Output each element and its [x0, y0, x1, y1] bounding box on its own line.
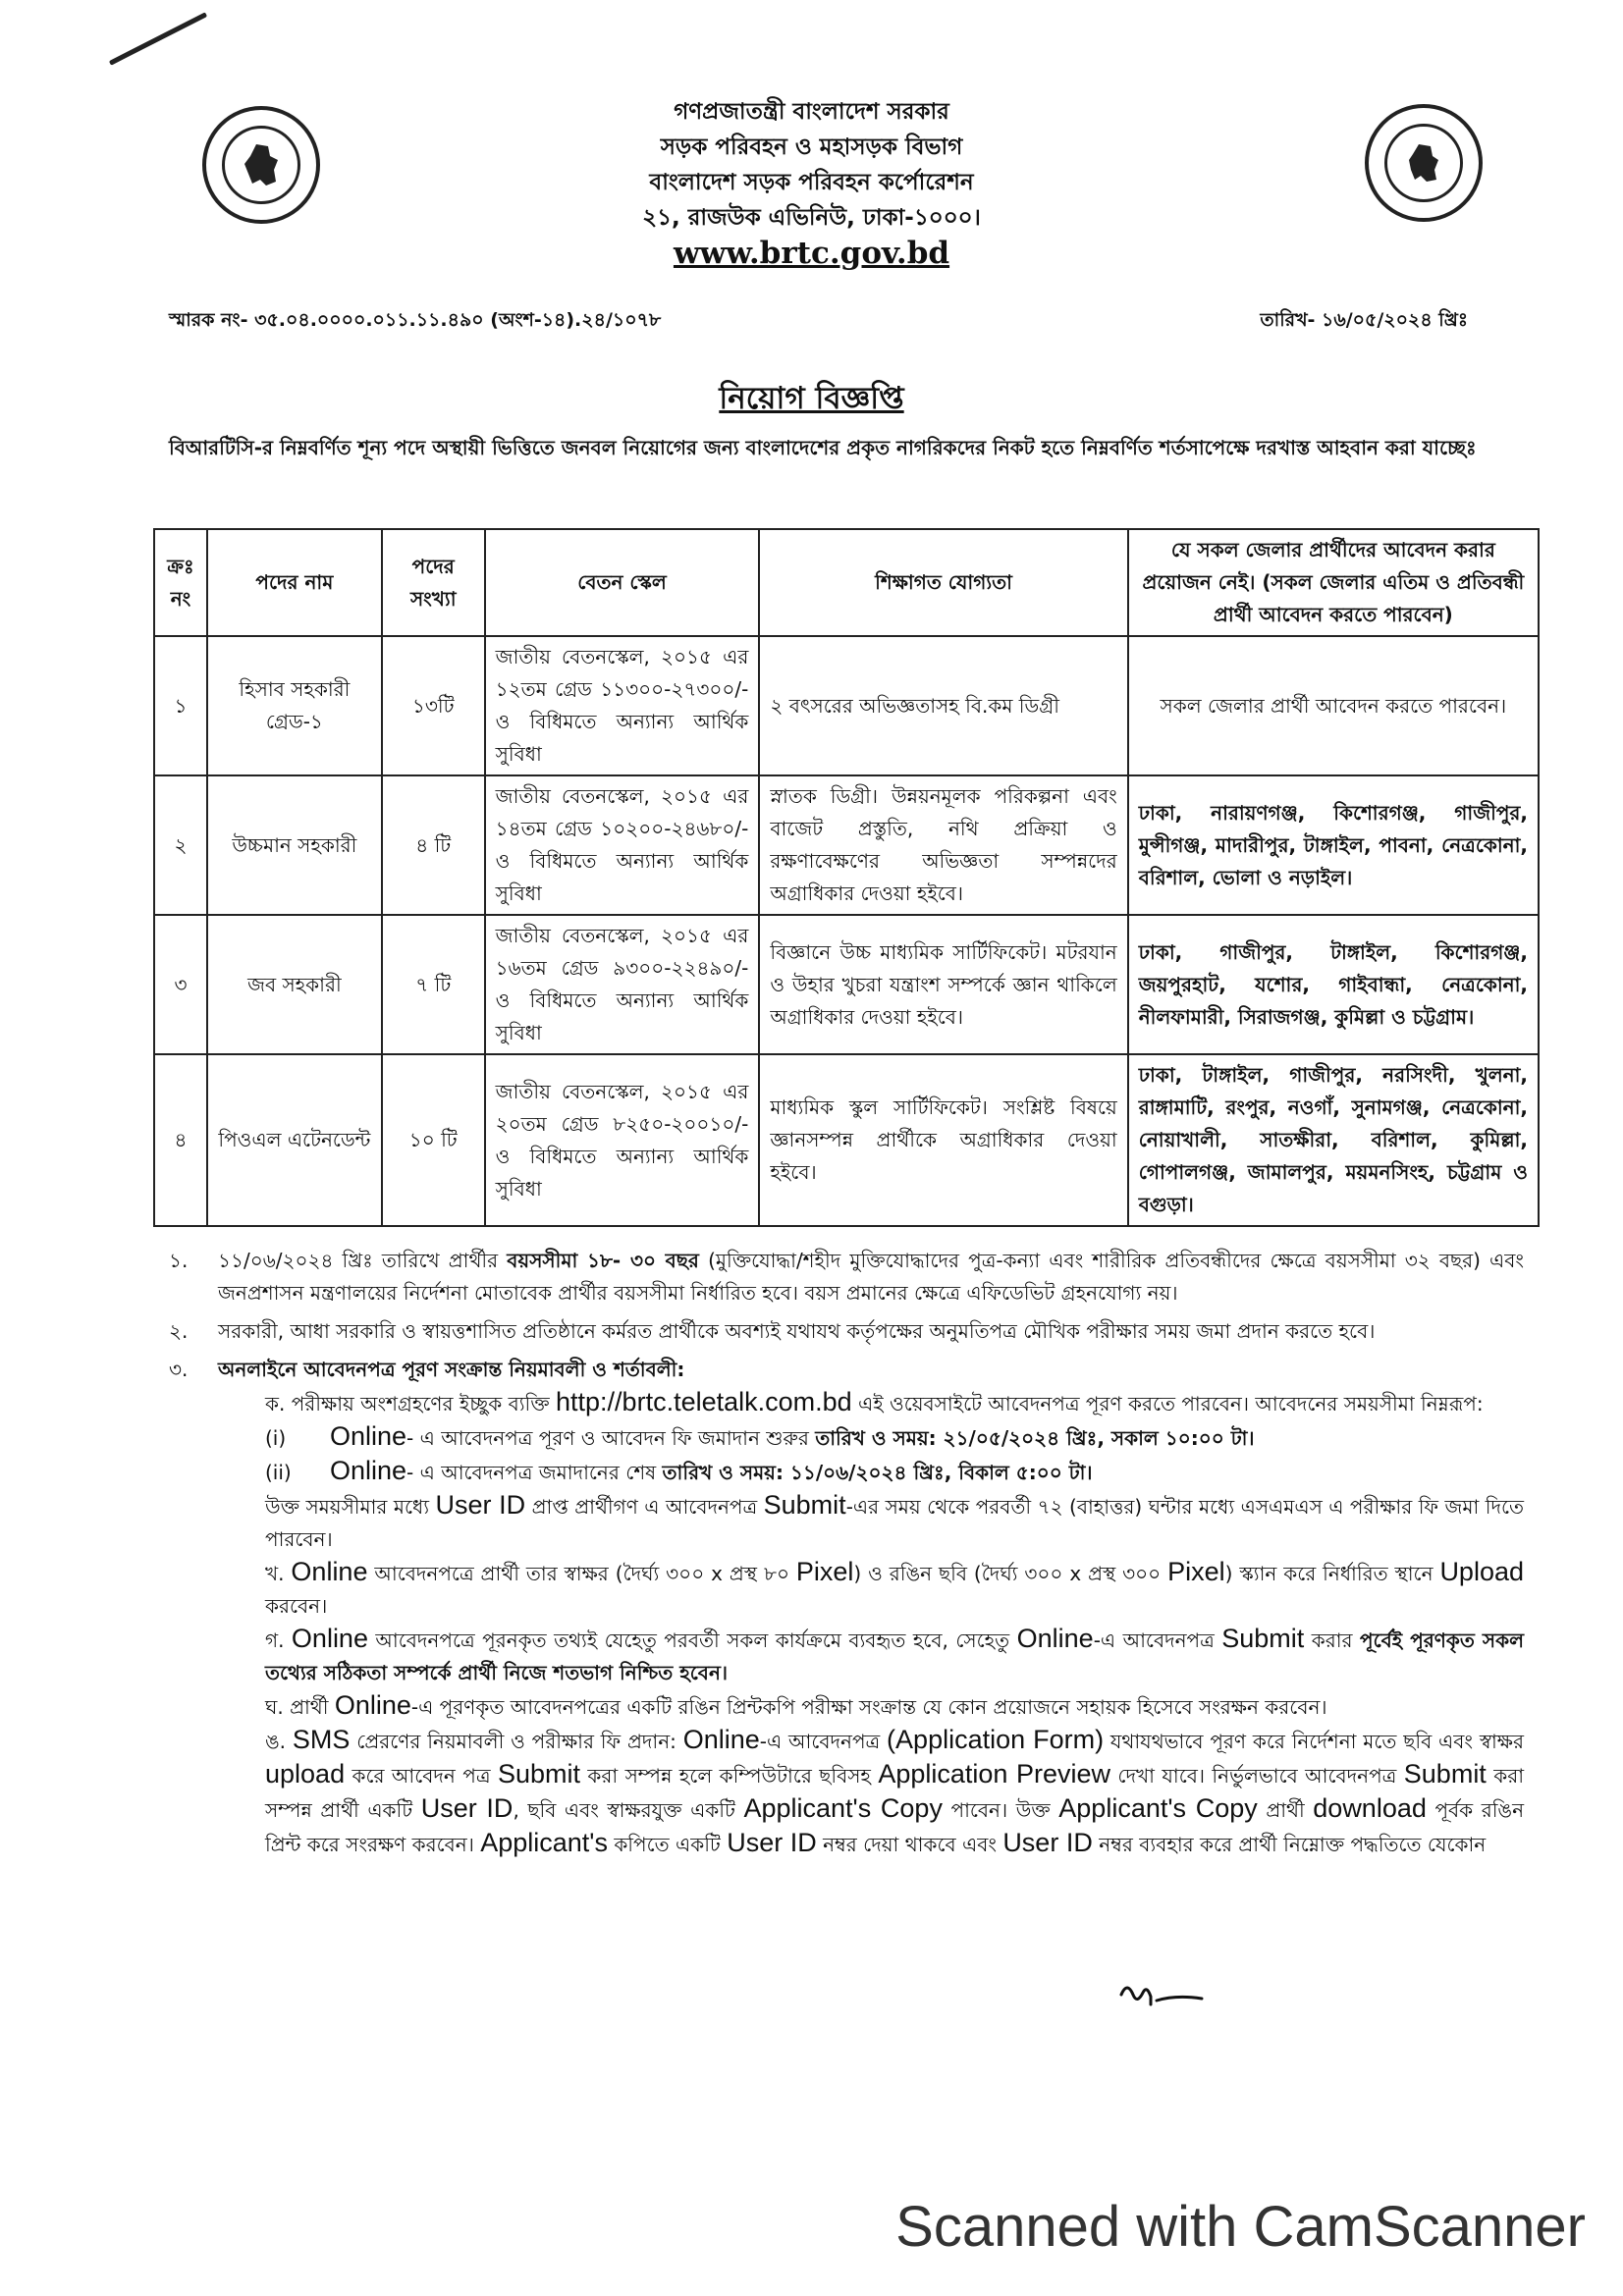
- upload-label: Upload: [1439, 1557, 1524, 1586]
- term-number: ১.: [169, 1249, 189, 1272]
- cell-sl: ৩: [154, 915, 207, 1054]
- term-age-limit: [169, 1245, 1524, 1309]
- sub-term-text: -এ আবেদনপত্র: [759, 1730, 881, 1753]
- sub-term-text: নম্বর দেয়া থাকবে এবং: [823, 1833, 997, 1856]
- header-count: পদের সংখ্যা: [382, 529, 485, 636]
- online-label: Online: [334, 1690, 411, 1720]
- submit-label: Submit: [763, 1490, 846, 1520]
- cell-count: ১৩টি: [382, 636, 485, 775]
- sub-term-text: প্রার্থী: [1266, 1798, 1305, 1822]
- notice-intro: বিআরটিসি-র নিম্নবর্ণিত শূন্য পদে অস্থায়ী ভিত্তিতে জনবল নিয়োগের জন্য বাংলাদেশের প্রকৃত নাগরিকদের নিকট হতে নিম্নবর্ণিত শর্তসাপেক্ষে দরখাস্ত আহবান করা যাচ্ছেঃ: [169, 436, 1477, 459]
- sub-term-text: , ছবি এবং স্বাক্ষরযুক্ত একটি: [513, 1798, 735, 1822]
- sub-term-text: ঘ. প্রার্থী: [265, 1695, 329, 1719]
- sub-term-marker: গ.: [265, 1629, 285, 1652]
- bangladesh-map-icon: [1397, 136, 1450, 189]
- sub-term-marker: খ.: [265, 1562, 285, 1585]
- upload-label: upload: [265, 1759, 346, 1789]
- header-government: গণপ্রজাতন্ত্রী বাংলাদেশ সরকার: [674, 99, 949, 125]
- table-row: [154, 1054, 1539, 1226]
- initial-signature: [1117, 1975, 1206, 2014]
- start-datetime: তারিখ ও সময়: ২১/০৫/২০২৪ খ্রিঃ, সকাল ১০:০০ টা।: [815, 1426, 1255, 1450]
- sub-term-text: করবেন।: [265, 1594, 328, 1618]
- term-number: ৩.: [169, 1358, 189, 1381]
- fee-note: [218, 1489, 1524, 1556]
- cell-pay: জাতীয় বেতনস্কেল, ২০১৫ এর ১৪তম গ্রেড ১০২০০-২৪৬৮০/- ও বিধিমতে অন্যান্য আর্থিক সুবিধা: [485, 775, 760, 915]
- sms-label: SMS: [292, 1725, 351, 1754]
- table-row: [154, 775, 1539, 915]
- online-label: Online: [1016, 1624, 1094, 1653]
- terms-section: [169, 1245, 1524, 1867]
- cell-pay: জাতীয় বেতনস্কেল, ২০১৫ এর ১৬তম গ্রেড ৯৩০০-২২৪৯০/- ও বিধিমতে অন্যান্য আর্থিক সুবিধা: [485, 915, 760, 1054]
- cell-post: জব সহকারী: [207, 915, 382, 1054]
- cell-post: পিওএল এটেনডেন্ট: [207, 1054, 382, 1226]
- cell-sl: ২: [154, 775, 207, 915]
- accuracy-warning: পূর্বেই পূরণকৃত সকল তথ্যের সঠিকতা সম্পর্কে প্রার্থী নিজে শতভাগ নিশ্চিত হবেন।: [265, 1629, 1525, 1684]
- deadline-text: - এ আবেদনপত্র জমাদানের শেষ: [406, 1461, 657, 1484]
- online-label: Online: [291, 1624, 368, 1653]
- term-online-application: [169, 1354, 1524, 1861]
- sub-term-text: ) ও রঙিন ছবি (দৈর্ঘ্য ৩০০ x প্রস্থ ৩০০: [853, 1562, 1162, 1585]
- cell-education: বিজ্ঞানে উচ্চ মাধ্যমিক সার্টিফিকেট। মটরযান ও উহার খুচরা যন্ত্রাংশ সম্পর্কে জ্ঞান থাকিলে অগ্রাধিকার দেওয়া হইবে।: [759, 915, 1127, 1054]
- notice-date: তারিখ- ১৬/০৫/২০২৪ খ্রিঃ: [1260, 309, 1468, 331]
- applicant-copy-label: Applicant's Copy: [743, 1793, 943, 1823]
- sub-term-text: পাবেন। উক্ত: [950, 1798, 1051, 1822]
- cell-pay: জাতীয় বেতনস্কেল, ২০১৫ এর ১২তম গ্রেড ১১৩০০-২৭৩০০/- ও বিধিমতে অন্যান্য আর্থিক সুবিধা: [485, 636, 760, 775]
- list-marker: (i): [265, 1426, 287, 1450]
- header-education: শিক্ষাগত যোগ্যতা: [759, 529, 1127, 636]
- cell-count: ৭ টি: [382, 915, 485, 1054]
- sub-term-text: করে আবেদন পত্র: [352, 1764, 491, 1788]
- sub-term-text: প্রেরণের নিয়মাবলী ও পরীক্ষার ফি প্রদান:: [356, 1730, 676, 1753]
- term-text: সরকারী, আধা সরকারি ও স্বায়ত্তশাসিত প্রতিষ্ঠানে কর্মরত প্রার্থীকে অবশ্যই যথাযথ কর্তৃপক্ষের অনুমতিপত্র মৌখিক পরীক্ষার সময় জমা প্রদান করতে হবে।: [218, 1319, 1376, 1343]
- cell-education: ২ বৎসরের অভিজ্ঞতাসহ বি.কম ডিগ্রী: [759, 636, 1127, 775]
- cell-pay: জাতীয় বেতনস্কেল, ২০১৫ এর ২০তম গ্রেড ৮২৫০-২০০১০/- ও বিধিমতে অন্যান্য আর্থিক সুবিধা: [485, 1054, 760, 1226]
- note-text: উক্ত সময়সীমার মধ্যে: [265, 1495, 430, 1519]
- brtc-seal-logo: [1365, 104, 1483, 222]
- cell-sl: ৪: [154, 1054, 207, 1226]
- cell-districts: সকল জেলার প্রার্থী আবেদন করতে পারবেন।: [1128, 636, 1539, 775]
- online-label: Online: [291, 1557, 368, 1586]
- applicant-label: Applicant's: [480, 1828, 608, 1857]
- cell-count: ১০ টি: [382, 1054, 485, 1226]
- term-heading: অনলাইনে আবেদনপত্র পূরণ সংক্রান্ত নিয়মাবলী ও শর্তাবলী:: [218, 1358, 685, 1381]
- online-label: Online: [330, 1421, 407, 1451]
- sub-term-text: ক. পরীক্ষায় অংশগ্রহণের ইচ্ছুক ব্যক্তি: [265, 1392, 550, 1415]
- term-permission: [169, 1315, 1524, 1348]
- sub-term-ka: [218, 1386, 1524, 1420]
- userid-label: User ID: [727, 1828, 817, 1857]
- note-text: -এর সময় থেকে পরবর্তী ৭২ (বাহাত্তর) ঘন্টার মধ্যে এসএমএস এ পরীক্ষার ফি জমা দিতে পারবেন।: [265, 1495, 1525, 1551]
- sub-term-text: আবেদনপত্রে পূরনকৃত তথ্যই যেহেতু পরবর্তী সকল কার্যক্রমে ব্যবহৃত হবে, সেহেতু: [375, 1629, 1010, 1652]
- deadline-end: [218, 1455, 1524, 1489]
- cell-districts: ঢাকা, টাঙ্গাইল, গাজীপুর, নরসিংদী, খুলনা, রাঙ্গামাটি, রংপুর, নওগাঁ, সুনামগঞ্জ, নেত্রকোনা, নোয়াখালী, সাতক্ষীরা, বরিশাল, কুমিল্লা, গোপালগঞ্জ, জামালপুর, ময়মনসিংহ, চট্টগ্রাম ও বগুড়া।: [1128, 1054, 1539, 1226]
- table-row: [154, 915, 1539, 1054]
- application-form-label: (Application Form): [887, 1725, 1105, 1754]
- sub-term-text: -এ পূরণকৃত আবেদনপত্রের একটি রঙিন প্রিন্টকপি পরীক্ষা সংক্রান্ত যে কোন প্রয়োজনে সহায়ক হিসেবে সংরক্ষন করবেন।: [410, 1695, 1327, 1719]
- list-marker: (ii): [265, 1461, 292, 1484]
- userid-label: User ID: [435, 1490, 526, 1520]
- sub-term-ga: [218, 1623, 1524, 1689]
- header-districts: যে সকল জেলার প্রার্থীদের আবেদন করার প্রয়োজন নেই। (সকল জেলার এতিম ও প্রতিবন্ধী প্রার্থী আবেদন করতে পারবেন): [1128, 529, 1539, 636]
- term-text: (মুক্তিযোদ্ধা/শহীদ মুক্তিযোদ্ধাদের পুত্র-কন্যা এবং শারীরিক প্রতিবন্ধীদের ক্ষেত্রে বয়সসীমা ৩২ বছর) এবং জনপ্রশাসন মন্ত্রণালয়ের নির্দেশনা মোতাবেক প্রার্থীর বয়সসীমা নির্ধারিত হবে। বয়স প্রমানের ক্ষেত্রে এফিডেভিট গ্রহনযোগ্য নয়।: [218, 1249, 1525, 1305]
- application-preview-label: Application Preview: [878, 1759, 1111, 1789]
- sub-term-text: এই ওয়েবসাইটে আবেদনপত্র পূরণ করতে পারবেন। আবেদনের সময়সীমা নিম্নরূপ:: [858, 1392, 1484, 1415]
- sub-term-uo: [218, 1724, 1524, 1861]
- camscanner-watermark: Scanned with CamScanner: [895, 2195, 1586, 2259]
- note-text: প্রাপ্ত প্রার্থীগণ এ আবেদনপত্র: [531, 1495, 758, 1519]
- cell-sl: ১: [154, 636, 207, 775]
- sub-term-text: করা সম্পন্ন প্রার্থী একটি: [265, 1764, 1525, 1822]
- table-header-row: [154, 529, 1539, 636]
- sub-term-text: ) স্ক্যান করে নির্ধারিত স্থানে: [1224, 1562, 1434, 1585]
- sub-term-text: কপিতে একটি: [614, 1833, 721, 1856]
- sub-term-text: আবেদনপত্রে প্রার্থী তার স্বাক্ষর (দৈর্ঘ্য ৩০০ x প্রস্থ ৮০: [374, 1562, 789, 1585]
- header-sl: ক্রঃ নং: [154, 529, 207, 636]
- pen-stroke-mark: [109, 12, 207, 65]
- term-number: ২.: [169, 1319, 189, 1343]
- online-label: Online: [330, 1456, 407, 1485]
- header-website: www.brtc.gov.bd: [673, 236, 950, 271]
- applicant-copy-label: Applicant's Copy: [1058, 1793, 1258, 1823]
- notice-title: নিয়োগ বিজ্ঞপ্তি: [719, 381, 904, 416]
- sub-term-gha: [218, 1689, 1524, 1724]
- sub-term-text: করা সম্পন্ন হলে কম্পিউটারে ছবিসহ: [587, 1764, 871, 1788]
- userid-label: User ID: [1002, 1828, 1093, 1857]
- table-row: [154, 636, 1539, 775]
- cell-districts: ঢাকা, গাজীপুর, টাঙ্গাইল, কিশোরগঞ্জ, জয়পুরহাট, যশোর, গাইবান্ধা, নেত্রকোনা, নীলফামারী, সিরাজগঞ্জ, কুমিল্লা ও চট্টগ্রাম।: [1128, 915, 1539, 1054]
- cell-post: উচ্চমান সহকারী: [207, 775, 382, 915]
- cell-districts: ঢাকা, নারায়ণগঞ্জ, কিশোরগঞ্জ, গাজীপুর, মুন্সীগঞ্জ, মাদারীপুর, টাঙ্গাইল, পাবনা, নেত্রকোনা, বরিশাল, ভোলা ও নড়াইল।: [1128, 775, 1539, 915]
- download-label: download: [1313, 1793, 1427, 1823]
- submit-label: Submit: [1403, 1759, 1487, 1789]
- deadline-text: - এ আবেদনপত্র পূরণ ও আবেদন ফি জমাদান শুরুর: [406, 1426, 809, 1450]
- end-datetime: তারিখ ও সময়: ১১/০৬/২০২৪ খ্রিঃ, বিকাল ৫:০০ টা।: [662, 1461, 1093, 1484]
- cell-count: ৪ টি: [382, 775, 485, 915]
- sub-term-text: পূর্বক রঙিন প্রিন্ট করে সংরক্ষণ করবেন।: [265, 1798, 1525, 1856]
- sub-term-kha: [218, 1556, 1524, 1623]
- age-limit-text: বয়সসীমা ১৮- ৩০ বছর: [507, 1249, 699, 1272]
- teletalk-url: http://brtc.teletalk.com.bd: [556, 1387, 852, 1416]
- vacancy-table: [153, 528, 1540, 1227]
- sub-term-marker: ঙ.: [265, 1730, 287, 1753]
- sub-term-text: নম্বর ব্যবহার করে প্রার্থী নিম্নোক্ত পদ্ধতিতে যেকোন: [1099, 1833, 1487, 1856]
- submit-label: Submit: [1221, 1624, 1305, 1653]
- userid-label: User ID: [420, 1793, 514, 1823]
- term-text: ১১/০৬/২০২৪ খ্রিঃ তারিখে প্রার্থীর: [218, 1249, 499, 1272]
- cell-education: স্নাতক ডিগ্রী। উন্নয়নমূলক পরিকল্পনা এবং বাজেট প্রস্তুতি, নথি প্রক্রিয়া ও রক্ষণাবেক্ষণের অভিজ্ঞতা সম্পন্নদের অগ্রাধিকার দেওয়া হইবে।: [759, 775, 1127, 915]
- online-label: Online: [682, 1725, 760, 1754]
- deadline-start: [218, 1420, 1524, 1455]
- memo-number: স্মারক নং- ৩৫.০৪.০০০০.০১১.১১.৪৯০ (অংশ-১৪).২৪/১০৭৮: [169, 309, 662, 331]
- header-address: ২১, রাজউক এভিনিউ, ঢাকা-১০০০।: [642, 205, 981, 231]
- header-post: পদের নাম: [207, 529, 382, 636]
- submit-label: Submit: [497, 1759, 580, 1789]
- pixel-label: Pixel: [795, 1557, 854, 1586]
- cell-post: হিসাব সহকারী গ্রেড-১: [207, 636, 382, 775]
- pixel-label: Pixel: [1167, 1557, 1225, 1586]
- header-pay: বেতন স্কেল: [485, 529, 760, 636]
- sub-term-text: দেখা যাবে। নির্ভুলভাবে আবেদনপত্র: [1117, 1764, 1397, 1788]
- cell-education: মাধ্যমিক স্কুল সার্টিফিকেট। সংশ্লিষ্ট বিষয়ে জ্ঞানসম্পন্ন প্রার্থীকে অগ্রাধিকার দেওয়া হইবে।: [759, 1054, 1127, 1226]
- sub-term-text: -এ আবেদনপত্র: [1093, 1629, 1215, 1652]
- header-corporation: বাংলাদেশ সড়ক পরিবহন কর্পোরেশন: [649, 170, 974, 195]
- sub-term-text: যথাযথভাবে পূরণ করে নির্দেশনা মতে ছবি এবং স্বাক্ষর: [1109, 1730, 1525, 1753]
- sub-term-text: করার: [1311, 1629, 1353, 1652]
- header-division: সড়ক পরিবহন ও মহাসড়ক বিভাগ: [660, 134, 963, 160]
